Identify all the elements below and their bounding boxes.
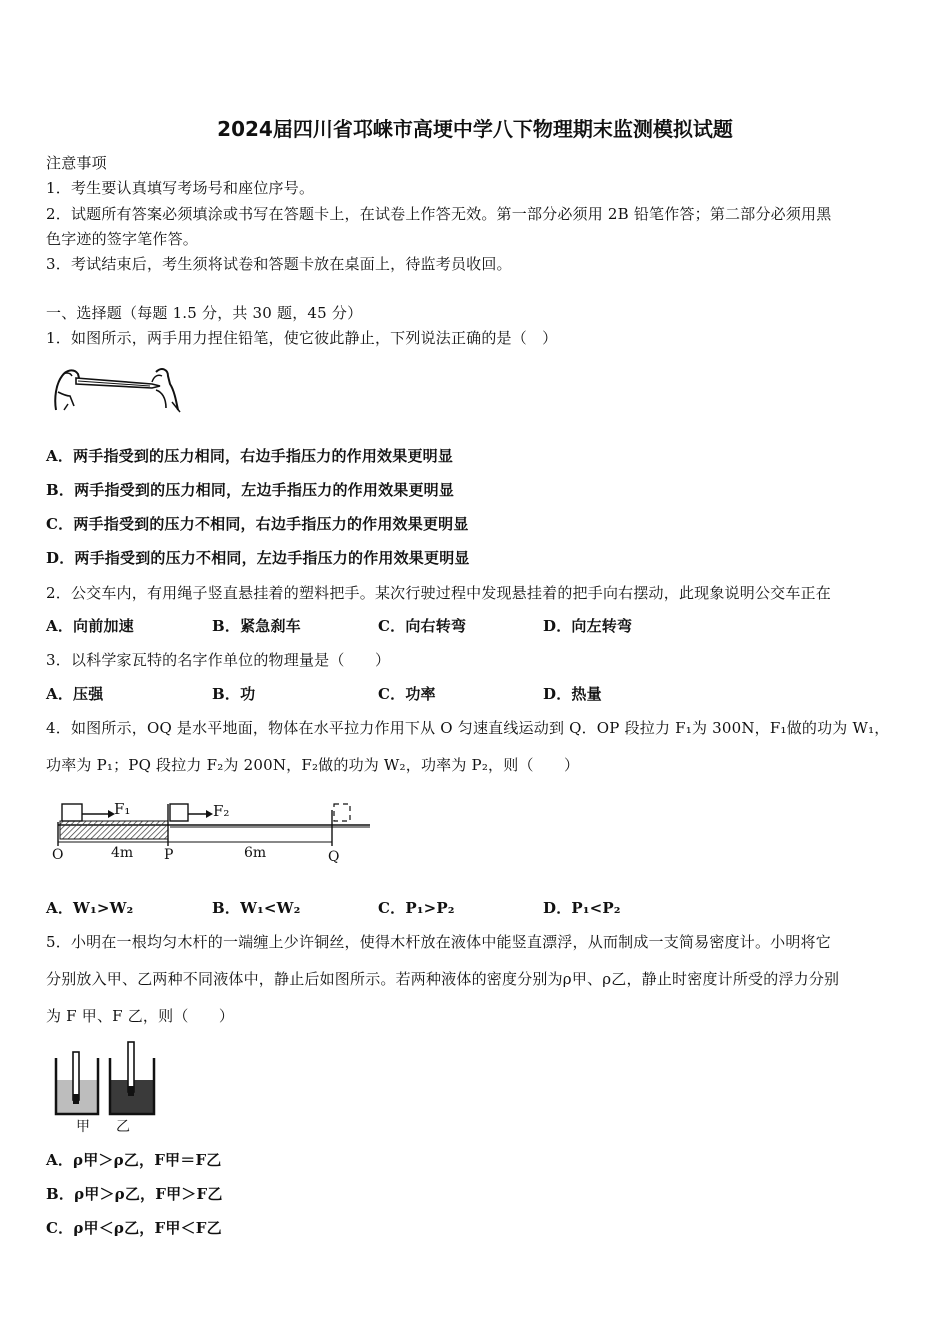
question-2-option-b: B．紧急刹车 bbox=[212, 617, 301, 635]
question-2-stem: 2．公交车内，有用绳子竖直悬挂着的塑料把手。某次行驶过程中发现悬挂着的把手向右摆动，此现象说明公交车正在 bbox=[46, 584, 831, 602]
question-1-option-a: A．两手指受到的压力相同，右边手指压力的作用效果更明显 bbox=[46, 447, 454, 465]
point-o-label: O bbox=[52, 847, 64, 863]
question-2-option-a: A．向前加速 bbox=[46, 617, 134, 635]
beaker-yi-label: 乙 bbox=[116, 1119, 130, 1135]
question-5-option-c: C．ρ甲＜ρ乙，F甲＜F乙 bbox=[46, 1219, 222, 1237]
distance-pq-label: 6m bbox=[244, 845, 267, 861]
distance-op-label: 4m bbox=[111, 845, 134, 861]
pencil-fingers-figure bbox=[52, 362, 182, 417]
question-4-stem-line1: 4．如图所示，OQ 是水平地面，物体在水平拉力作用下从 O 匀速直线运动到 Q．OP 段拉力 F₁为 300N，F₁做的功为 W₁， bbox=[46, 719, 890, 737]
page-title: 2024届四川省邛崃市高埂中学八下物理期末监测模拟试题 bbox=[217, 117, 733, 141]
question-1-option-c: C．两手指受到的压力不相同，右边手指压力的作用效果更明显 bbox=[46, 515, 469, 533]
question-3-option-b: B．功 bbox=[212, 685, 256, 703]
notice-heading: 注意事项 bbox=[46, 154, 107, 172]
question-3-option-c: C．功率 bbox=[378, 685, 436, 703]
question-5-stem-line1: 5．小明在一根均匀木杆的一端缠上少许铜丝，使得木杆放在液体中能竖直漂浮，从而制成一支简易密度计。小明将它 bbox=[46, 933, 831, 951]
question-3-option-d: D．热量 bbox=[543, 685, 602, 703]
question-5-stem-line3: 为 F 甲、F 乙，则（ ） bbox=[46, 1007, 235, 1025]
question-4-option-d: D．P₁<P₂ bbox=[543, 899, 621, 917]
question-1-option-d: D．两手指受到的压力不相同，左边手指压力的作用效果更明显 bbox=[46, 549, 470, 567]
point-p-label: P bbox=[164, 847, 174, 863]
section-heading: 一、选择题（每题 1.5 分，共 30 题，45 分） bbox=[46, 304, 363, 322]
hydrometer-figure bbox=[52, 1040, 162, 1120]
question-1-stem: 1．如图所示，两手用力捏住铅笔，使它彼此静止，下列说法正确的是（ ） bbox=[46, 329, 558, 347]
question-5-stem-line2: 分别放入甲、乙两种不同液体中，静止后如图所示。若两种液体的密度分别为ρ甲、ρ乙，静止时密度计所受的浮力分别 bbox=[46, 970, 840, 988]
notice-item: 色字迹的签字笔作答。 bbox=[46, 230, 199, 248]
beaker-jia-label: 甲 bbox=[76, 1119, 90, 1135]
point-q-label: Q bbox=[328, 849, 340, 865]
question-3-stem: 3．以科学家瓦特的名字作单位的物理量是（ ） bbox=[46, 651, 391, 669]
question-2-option-d: D．向左转弯 bbox=[543, 617, 633, 635]
question-4-option-c: C．P₁>P₂ bbox=[378, 899, 455, 917]
notice-item: 1．考生要认真填写考场号和座位序号。 bbox=[46, 179, 315, 197]
question-5-option-b: B．ρ甲＞ρ乙，F甲＞F乙 bbox=[46, 1185, 223, 1203]
question-4-stem-line2: 功率为 P₁；PQ 段拉力 F₂为 200N，F₂做的功为 W₂，功率为 P₂，则（ ） bbox=[46, 756, 580, 774]
question-2-option-c: C．向右转弯 bbox=[378, 617, 467, 635]
force-f1-label: F₁ bbox=[114, 800, 131, 818]
question-3-option-a: A．压强 bbox=[46, 685, 104, 703]
notice-item: 2．试题所有答案必须填涂或书写在答题卡上，在试卷上作答无效。第一部分必须用 2B 铅笔作答；第二部分必须用黑 bbox=[46, 205, 832, 223]
notice-item: 3．考试结束后，考生须将试卷和答题卡放在桌面上，待监考员收回。 bbox=[46, 255, 512, 273]
question-1-option-b: B．两手指受到的压力相同，左边手指压力的作用效果更明显 bbox=[46, 481, 455, 499]
question-4-option-b: B．W₁<W₂ bbox=[212, 899, 301, 917]
force-f2-label: F₂ bbox=[213, 802, 230, 820]
question-5-option-a: A．ρ甲＞ρ乙，F甲＝F乙 bbox=[46, 1151, 222, 1169]
question-4-option-a: A．W₁>W₂ bbox=[46, 899, 134, 917]
